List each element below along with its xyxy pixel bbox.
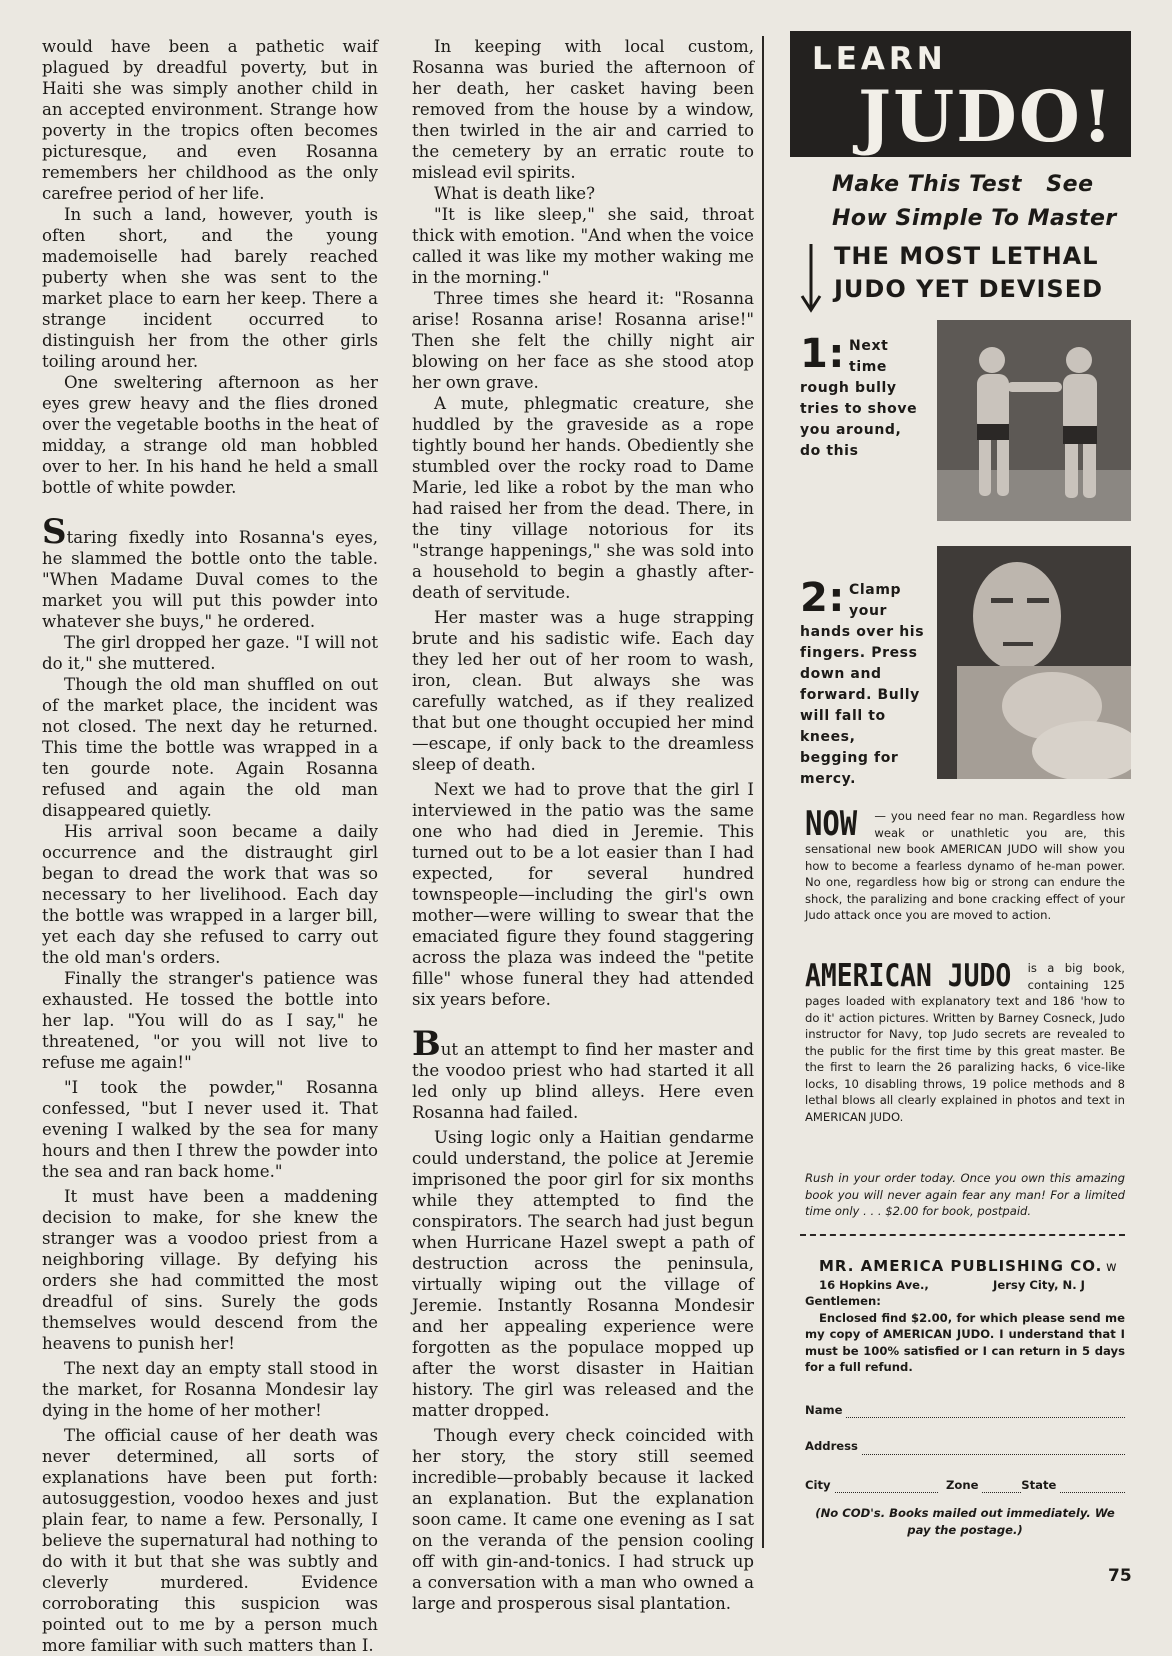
paragraph: A mute, phlegmatic creature, she huddled by the graveside as a rope tightly bound her hands. Obediently she stumbled over the rocky road to Dame Marie, led like a robot by the man who had raised her from the dead. There, in the tiny village notorious for its "strange happenings," she was sold into a household to begin a ghastly after-death of servitude. bbox=[412, 394, 754, 602]
paragraph: would have been a pathetic waif plagued by dreadful poverty, but in Haiti she was simply another child in an accepted environment. Strange how poverty in the tropics often becomes picturesque, and even Rosanna remembers her childhood as the only carefree period of her life. bbox=[42, 37, 378, 203]
column-divider bbox=[762, 36, 764, 1548]
step-number: 1: bbox=[800, 331, 846, 377]
paragraph: One sweltering afternoon as her eyes grew heavy and the flies droned over the vegetable booths in the heat of midday, a strange old man hobbled over to her. In his hand he held a small bottle of white powder. bbox=[42, 373, 379, 497]
article-column-left bbox=[42, 36, 378, 1656]
down-arrow-icon bbox=[800, 244, 822, 314]
paragraph: What is death like? bbox=[434, 184, 596, 203]
coupon-order-text: Enclosed find $2.00, for which please send me my copy of AMERICAN JUDO. I understand that I must be 100% satisfied or I can return in 5 days for a full refund. bbox=[805, 1310, 1125, 1374]
ad-step-2 bbox=[800, 575, 925, 790]
ad-lethal-line: THE MOST LETHAL bbox=[834, 242, 1099, 270]
address-field[interactable] bbox=[805, 1438, 1125, 1455]
paragraph: In such a land, however, youth is often short, and the young mademoiselle had barely reached puberty when she was sent to the market place to earn her keep. There a strange incident occurred to distinguish her from the other girls toiling around her. bbox=[42, 205, 378, 371]
company-city: Jersy City, N. J bbox=[993, 1277, 1085, 1292]
company-suffix: w bbox=[1106, 1260, 1117, 1275]
ad-book-text: is a big book, containing 125 pages loaded with explanatory text and 186 'how to do it' action pictures. Written by Barney Cosneck, Judo instructor for Navy, top Judo secrets are revealed to the public for the first time by this great master. Be the first to learn the 26 paralizing hacks, 6 vice-like locks, 10 disabling throws, 19 police methods and 8 lethal blows all clearly explained in photos and text in AMERICAN JUDO. bbox=[805, 961, 1125, 1124]
judo-photo-finger-lock bbox=[937, 546, 1131, 779]
city-label: City bbox=[805, 1477, 831, 1492]
paragraph: The next day an empty stall stood in the market, for Rosanna Mondesir lay dying in the home of her mother! bbox=[42, 1359, 378, 1420]
ad-lethal-line: JUDO YET DEVISED bbox=[834, 275, 1104, 303]
city-zone-state-fields[interactable] bbox=[805, 1477, 1125, 1494]
paragraph: Though every check coincided with her story, the story still seemed incredible—probably because it lacked an explanation. But the explanation soon came. It came one evening as I sat on the veranda of the pension cooling off with gin-and-tonics. I had struck up a conversation with a man who owned a large and prosperous sisal plantation. bbox=[412, 1426, 754, 1613]
page-number: 75 bbox=[1108, 1566, 1132, 1586]
paragraph: In keeping with local custom, Rosanna was buried the afternoon of her death, her casket having been removed from the house by a window, then twirled in the air and carried to the cemetery by an erratic route to mislead evil spirits. bbox=[412, 37, 754, 182]
ad-test-line: How Simple To Master bbox=[832, 206, 1117, 231]
paragraph: Her master was a huge strapping brute and his sadistic wife. Each day they led her out of her room to wash, iron, clean. But always she was carefully watched, as if they realized that but one thought occupied her mind—escape, if only back to the dreamless sleep of death. bbox=[412, 608, 754, 774]
paragraph: The official cause of her death was never determined, all sorts of explanations have been put forth: autosuggestion, voodoo hexes and just plain fear, to name a few. Personally, I believe the supernatural had nothing to do with it but that she was subtly and cleverly murdered. Evidence corroborating this suspicion was pointed out to me by a person much more familiar with such matters than I. bbox=[42, 1426, 378, 1655]
paragraph-dropcap-s bbox=[42, 512, 378, 632]
name-field[interactable] bbox=[805, 1402, 1125, 1419]
paragraph: "It is like sleep," she said, throat thick with emotion. "And when the voice called it was like my mother waking me in the morning." bbox=[412, 205, 754, 287]
company-street: 16 Hopkins Ave., bbox=[819, 1277, 929, 1292]
step-text: Next time rough bully tries to shove you around, do this bbox=[800, 338, 918, 459]
ad-lethal-heading bbox=[834, 240, 1103, 306]
ad-test-line: Make This Test See bbox=[832, 172, 1094, 197]
ad-test-heading bbox=[832, 168, 1117, 236]
step-number: 2: bbox=[800, 575, 846, 621]
ad-rush-order: Rush in your order today. Once you own this amazing book you will never again fear any man! For a limited time only . . . $2.00 for book, postpaid. bbox=[805, 1171, 1125, 1218]
paragraph: "I took the powder," Rosanna confessed, "but I never used it. That evening I walked by the sea for many hours and then I threw the powder into the sea and ran back home." bbox=[42, 1078, 378, 1181]
ad-now-text: — you need fear no man. Regardless how weak or unathletic you are, this sensational new book AMERICAN JUDO will show you how to become a fearless dynamo of he-man power. No one, regardless how big or strong can endure the shock, the paralizing and bone cracking effect of your Judo attack once you are moved to action. bbox=[805, 809, 1125, 922]
order-coupon bbox=[805, 1258, 1125, 1538]
coupon-cut-line bbox=[800, 1234, 1125, 1236]
drop-cap: B bbox=[412, 1024, 441, 1064]
paragraph: Three times she heard it: "Rosanna arise! Rosanna arise! Rosanna arise!" Then she felt the chilly night air blowing on her face as she stood atop her own grave. bbox=[412, 289, 754, 392]
paragraph: Using logic only a Haitian gendarme could understand, the police at Jeremie imprisoned the poor girl for six months while they attempted to find the conspirators. The search had just begun when Hurricane Hazel swept a path of destruction across the peninsula, virtually wiping out the village of Jeremie. Instantly Rosanna Mondesir and her appealing experience were forgotten as the populace mopped up after the worst disaster in Haitian history. The girl was released and the matter dropped. bbox=[412, 1128, 754, 1420]
paragraph: His arrival soon became a daily occurrence and the distraught girl began to dread the work that was so necessary to her livelihood. Each day the bottle was wrapped in a larger bill, yet each day she refused to carry out the old man's orders. bbox=[42, 822, 378, 967]
finger-lock-illustration bbox=[937, 546, 1131, 779]
paragraph: Though the old man shuffled on out of the market place, the incident was not closed. The next day he returned. This time the bottle was wrapped in a ten gourde note. Again Rosanna refused and again the old man disappeared quietly. bbox=[42, 675, 378, 820]
zone-label: Zone bbox=[945, 1477, 979, 1492]
ad-judo-headline: JUDO! bbox=[858, 75, 1115, 158]
ad-now-paragraph bbox=[805, 804, 1125, 924]
paragraph: Finally the stranger's patience was exhausted. He tossed the bottle into her lap. "You will do as I say," he threatened, "or you will not live to refuse me again!" bbox=[42, 969, 378, 1072]
coupon-salutation: Gentlemen: bbox=[805, 1294, 881, 1308]
wrestlers-illustration bbox=[937, 320, 1131, 521]
paragraph-dropcap-b bbox=[412, 1024, 754, 1123]
paragraph-text: ut an attempt to find her master and the voodoo priest who had started it all led only up blind alleys. Here even Rosanna had failed. bbox=[412, 1040, 754, 1122]
ad-learn-label: LEARN bbox=[812, 41, 947, 77]
coupon-footer-note: (No COD's. Books mailed out immediately. We pay the postage.) bbox=[815, 1506, 1115, 1537]
paragraph: It must have been a maddening decision to make, for she knew the stranger was a voodoo priest from a neighboring village. By defying his orders she had committed the most dreadful of sins. Surely the gods themselves would descend from the heavens to punish her! bbox=[42, 1187, 378, 1353]
paragraph: The girl dropped her gaze. "I will not do it," she muttered. bbox=[42, 633, 378, 673]
ad-now-word: NOW bbox=[805, 804, 858, 844]
company-name: MR. AMERICA PUBLISHING CO. bbox=[819, 1257, 1103, 1275]
ad-book-title: AMERICAN JUDO bbox=[805, 958, 1012, 994]
ad-book-paragraph bbox=[805, 960, 1125, 1125]
ad-banner bbox=[790, 31, 1131, 157]
judo-photo-two-wrestlers bbox=[937, 320, 1131, 521]
step-text: Clamp your hands over his fingers. Press down and forward. Bully will fall to knees, begging for mercy. bbox=[800, 582, 925, 787]
ad-step-1 bbox=[800, 331, 925, 462]
address-label: Address bbox=[805, 1439, 858, 1453]
state-label: State bbox=[1021, 1477, 1057, 1492]
name-label: Name bbox=[805, 1402, 843, 1417]
drop-cap: S bbox=[42, 512, 67, 552]
article-column-middle bbox=[412, 36, 754, 1614]
paragraph: Next we had to prove that the girl I interviewed in the patio was the same one who had died in Jeremie. This turned out to be a lot easier than I had expected, for several hundred townspeople—including the girl's own mother—were willing to swear that the emaciated figure they found staggering across the plaza was indeed the "petite fille" whose funeral they had attended six years before. bbox=[412, 780, 754, 1009]
paragraph-text: taring fixedly into Rosanna's eyes, he slammed the bottle onto the table. "When Madame Duval comes to the market you will put this powder into whatever she buys," he ordered. bbox=[42, 528, 378, 631]
